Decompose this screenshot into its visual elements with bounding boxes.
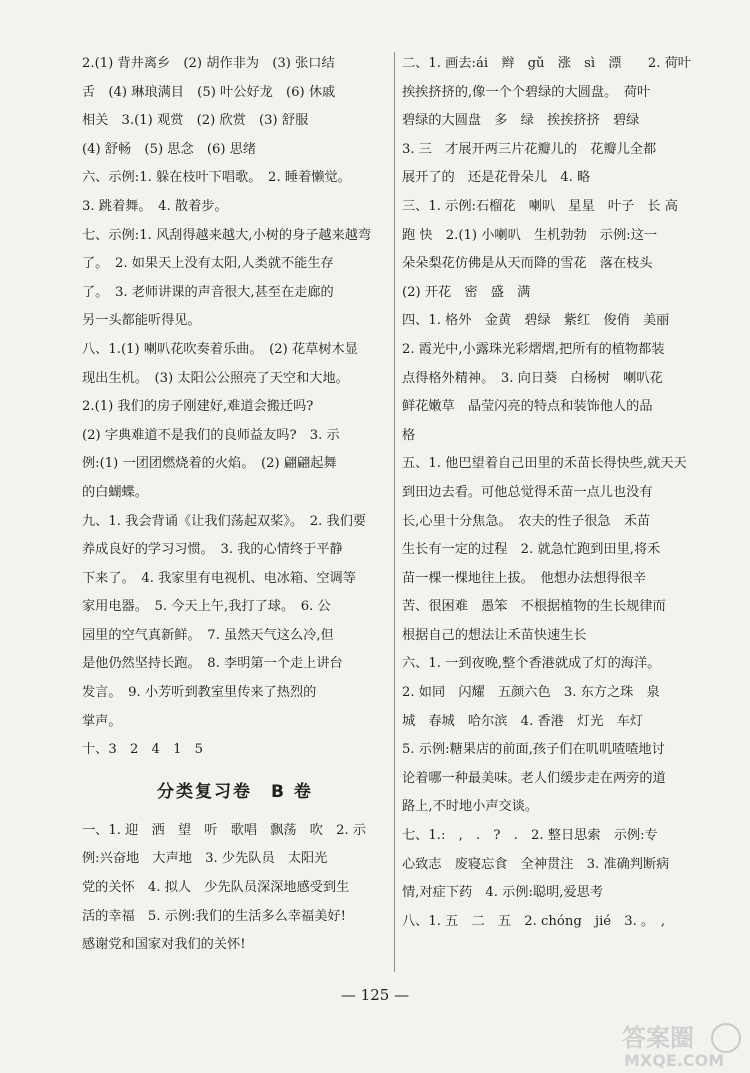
answer-line: (4) 舒畅 (5) 思念 (6) 思绪 — [82, 141, 257, 157]
answer-line: (2) 开花 密 盛 满 — [402, 284, 531, 300]
answer-line: 相关 3.(1) 观赏 (2) 欣赏 (3) 舒服 — [82, 113, 309, 129]
answer-line: 城 春城 哈尔滨 4. 香港 灯光 车灯 — [402, 713, 643, 729]
answer-line: 2. 如同 闪耀 五颜六色 3. 东方之珠 泉 — [402, 685, 660, 701]
answer-b-line: 一、1. 迎 洒 望 听 歌唱 飘荡 吹 2. 示 — [82, 822, 367, 838]
answer-line: 七、示例:1. 风刮得越来越大,小树的身子越来越弯 — [82, 227, 372, 243]
answer-line: 2. 霞光中,小露珠光彩熠熠,把所有的植物都装 — [402, 341, 665, 357]
answer-line: 舌 (4) 琳琅满目 (5) 叶公好龙 (6) 休戚 — [82, 84, 336, 100]
answer-line: 朵朵梨花仿佛是从天而降的雪花 落在枝头 — [402, 256, 653, 272]
answer-line: 生长有一定的过程 2. 就急忙跑到田里,将禾 — [402, 542, 661, 558]
answer-line: 心致志 废寝忘食 全神贯注 3. 准确判断病 — [402, 856, 670, 872]
answer-line: 了。 3. 老师讲课的声音很大,甚至在走廊的 — [82, 284, 334, 300]
answer-line: 路上,不时地小声交谈。 — [402, 799, 539, 815]
answer-line: 养成良好的学习习惯。 3. 我的心情终于平静 — [82, 542, 343, 558]
answer-line: 八、1. 五 二 五 2. chóng jié 3. 。 , — [402, 913, 666, 929]
svg-text:MXQE.COM: MXQE.COM — [624, 1051, 725, 1070]
answer-line: 例:(1) 一团团燃烧着的火焰。 (2) 翩翩起舞 — [82, 456, 337, 472]
answer-line: 苦、很困难 愚笨 不根据植物的生长规律而 — [402, 599, 666, 615]
answer-line: 掌声。 — [82, 713, 122, 729]
section-title: 分类复习卷 B 卷 — [157, 781, 313, 802]
answer-line: (2) 字典难道不是我们的良师益友吗? 3. 示 — [82, 427, 340, 443]
answer-line: 到田边去看。可他总觉得禾苗一点儿也没有 — [402, 484, 653, 500]
answer-b-line: 活的幸福 5. 示例:我们的生活多么幸福美好! — [82, 908, 346, 924]
answer-line: 另一头都能听得见。 — [82, 313, 201, 329]
answer-line: 长,心里十分焦急。 农夫的性子很急 禾苗 — [402, 513, 651, 529]
answer-line: 点得格外精神。 3. 向日葵 白杨树 喇叭花 — [402, 370, 663, 386]
answer-line: 论着哪一种最美味。老人们缓步走在两旁的道 — [402, 770, 666, 786]
answer-line: 碧绿的大圆盘 多 绿 挨挨挤挤 碧绿 — [402, 113, 640, 129]
answer-line: 2.(1) 我们的房子刚建好,难道会搬迁吗? — [82, 399, 314, 415]
page-number: — 125 — — [340, 986, 410, 1004]
answer-line: 园里的空气真新鲜。 7. 虽然天气这么冷,但 — [82, 627, 334, 643]
answer-line: 六、1. 一到夜晚,整个香港就成了灯的海洋。 — [402, 656, 661, 672]
right-column — [402, 50, 720, 936]
answer-line: 鲜花嫩草 晶莹闪亮的特点和装饰他人的品 — [402, 399, 653, 415]
answer-line: 格 — [402, 427, 416, 443]
answer-line: 挨挨挤挤的,像一个个碧绿的大圆盘。 荷叶 — [402, 84, 651, 100]
answer-line: 十、3 2 4 1 5 — [82, 742, 204, 758]
answer-line: 下来了。 4. 我家里有电视机、电冰箱、空调等 — [82, 570, 356, 586]
answer-line: 九、1. 我会背诵《让我们荡起双桨》。 2. 我们要 — [82, 513, 367, 529]
answer-b-line: 例:兴奋地 大声地 3. 少先队员 太阳光 — [82, 851, 328, 867]
answer-line: 五、1. 他巴望着自己田里的禾苗长得快些,就天天 — [402, 456, 687, 472]
svg-text:答案圈: 答案圈 — [622, 1024, 694, 1052]
answer-line: 3. 跳着舞。 4. 散着步。 — [82, 198, 228, 214]
answer-line: 跑 快 2.(1) 小喇叭 生机勃勃 示例:这一 — [402, 227, 658, 243]
answer-line: 了。 2. 如果天上没有太阳,人类就不能生存 — [82, 256, 334, 272]
answer-line: 发言。 9. 小芳听到教室里传来了热烈的 — [82, 685, 317, 701]
answer-line: 八、1.(1) 喇叭花吹奏着乐曲。 (2) 花草树木显 — [82, 341, 358, 357]
answer-line: 的白蝴蝶。 — [82, 484, 148, 500]
answer-line: 情,对症下药 4. 示例:聪明,爱思考 — [402, 885, 604, 901]
answer-line: 七、1.: , . ? . 2. 整日思索 示例:专 — [402, 828, 658, 844]
left-column — [82, 50, 388, 960]
answer-b-line: 感谢党和国家对我们的关怀! — [82, 937, 246, 953]
answer-line: 六、示例:1. 躲在枝叶下唱歌。 2. 睡着懒觉。 — [82, 170, 351, 186]
answer-line: 3. 三 才展开两三片花瓣儿的 花瓣儿全都 — [402, 141, 657, 157]
answer-line: 5. 示例:糖果店的前面,孩子们在叽叽喳喳地讨 — [402, 742, 665, 758]
answer-b-line: 党的关怀 4. 拟人 少先队员深深地感受到生 — [82, 880, 350, 896]
answer-line: 是他仍然坚持长跑。 8. 李明第一个走上讲台 — [82, 656, 343, 672]
answer-line: 展开了的 还是花骨朵儿 4. 略 — [402, 170, 591, 186]
answer-line: 三、1. 示例:石榴花 喇叭 星星 叶子 长 高 — [402, 198, 678, 214]
column-divider — [394, 52, 395, 972]
answer-line: 苗一棵一棵地往上拔。 他想办法想得很辛 — [402, 570, 646, 586]
answer-line: 现出生机。 (3) 太阳公公照亮了天空和大地。 — [82, 370, 349, 386]
answer-line: 2.(1) 背井离乡 (2) 胡作非为 (3) 张口结 — [82, 56, 335, 71]
watermark-logo — [618, 1018, 746, 1070]
answer-line: 二、1. 画去:ái 辫 gǔ 涨 sì 漂 2. 荷叶 — [402, 56, 691, 71]
answer-line: 家用电器。 5. 今天上午,我打了球。 6. 公 — [82, 599, 331, 615]
answer-line: 根据自己的想法让禾苗快速生长 — [402, 627, 587, 643]
answer-line: 四、1. 格外 金黄 碧绿 紫红 俊俏 美丽 — [402, 313, 670, 329]
